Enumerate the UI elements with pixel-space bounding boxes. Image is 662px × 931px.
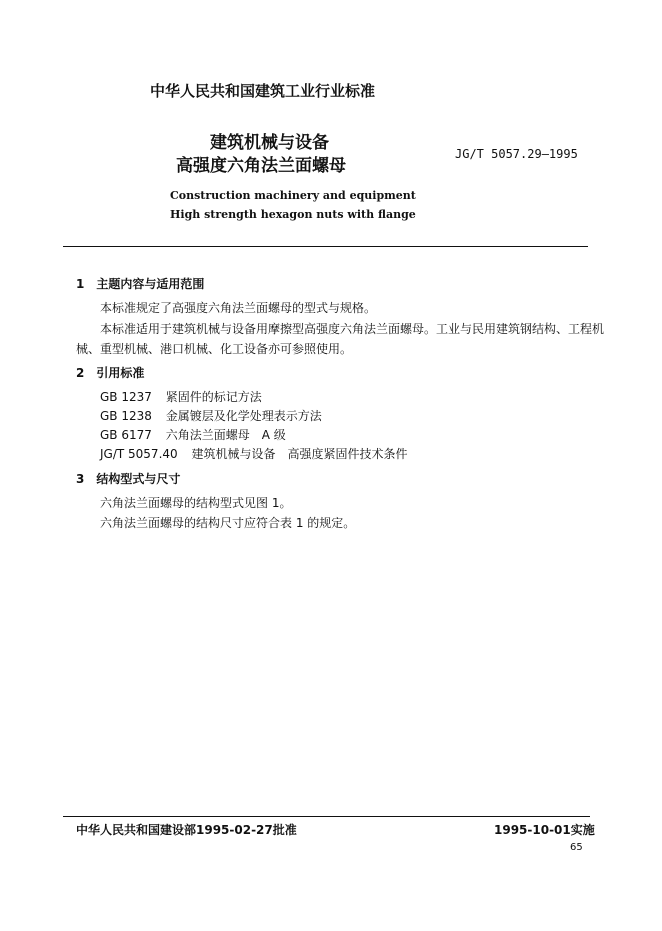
paragraph: 本标准规定了高强度六角法兰面螺母的型式与规格。 (100, 301, 377, 315)
effective-date: 1995-10-01实施 (494, 823, 595, 837)
approval-date: 中华人民共和国建设部1995-02-27批准 (76, 823, 297, 837)
reference-title: 六角法兰面螺母 A 级 (165, 428, 286, 442)
reference-code: JG/T 5057.40 (100, 447, 178, 461)
standard-code: JG/T 5057.29—1995 (455, 147, 578, 161)
reference-code: GB 6177 (100, 428, 152, 442)
page-number: 65 (570, 842, 583, 853)
english-title-line-2: High strength hexagon nuts with flange (170, 208, 416, 221)
paragraph: 械、重型机械、港口机械、化工设备亦可参照使用。 (76, 342, 353, 356)
reference-title: 紧固件的标记方法 (165, 390, 262, 404)
section-heading: 3 结构型式与尺寸 (76, 472, 181, 486)
header-divider (63, 246, 588, 247)
reference-item (100, 426, 286, 443)
reference-code: GB 1238 (100, 409, 152, 423)
section-heading: 1 主题内容与适用范围 (76, 277, 205, 291)
reference-code: GB 1237 (100, 390, 152, 404)
issuing-agency: 中华人民共和国建筑工业行业标准 (150, 82, 376, 100)
reference-item (100, 407, 322, 424)
footer-divider (63, 816, 590, 817)
reference-title: 金属镀层及化学处理表示方法 (165, 409, 322, 423)
title-line-1: 建筑机械与设备 (210, 133, 329, 153)
paragraph: 六角法兰面螺母的结构型式见图 1。 (100, 496, 292, 510)
reference-item (100, 445, 408, 462)
reference-title: 建筑机械与设备 高强度紧固件技术条件 (191, 447, 408, 461)
paragraph: 本标准适用于建筑机械与设备用摩擦型高强度六角法兰面螺母。工业与民用建筑钢结构、工程机 (100, 322, 605, 336)
title-line-2: 高强度六角法兰面螺母 (176, 156, 346, 176)
section-heading: 2 引用标准 (76, 366, 145, 380)
english-title-line-1: Construction machinery and equipment (170, 189, 416, 202)
reference-item (100, 388, 262, 405)
paragraph: 六角法兰面螺母的结构尺寸应符合表 1 的规定。 (100, 516, 356, 530)
